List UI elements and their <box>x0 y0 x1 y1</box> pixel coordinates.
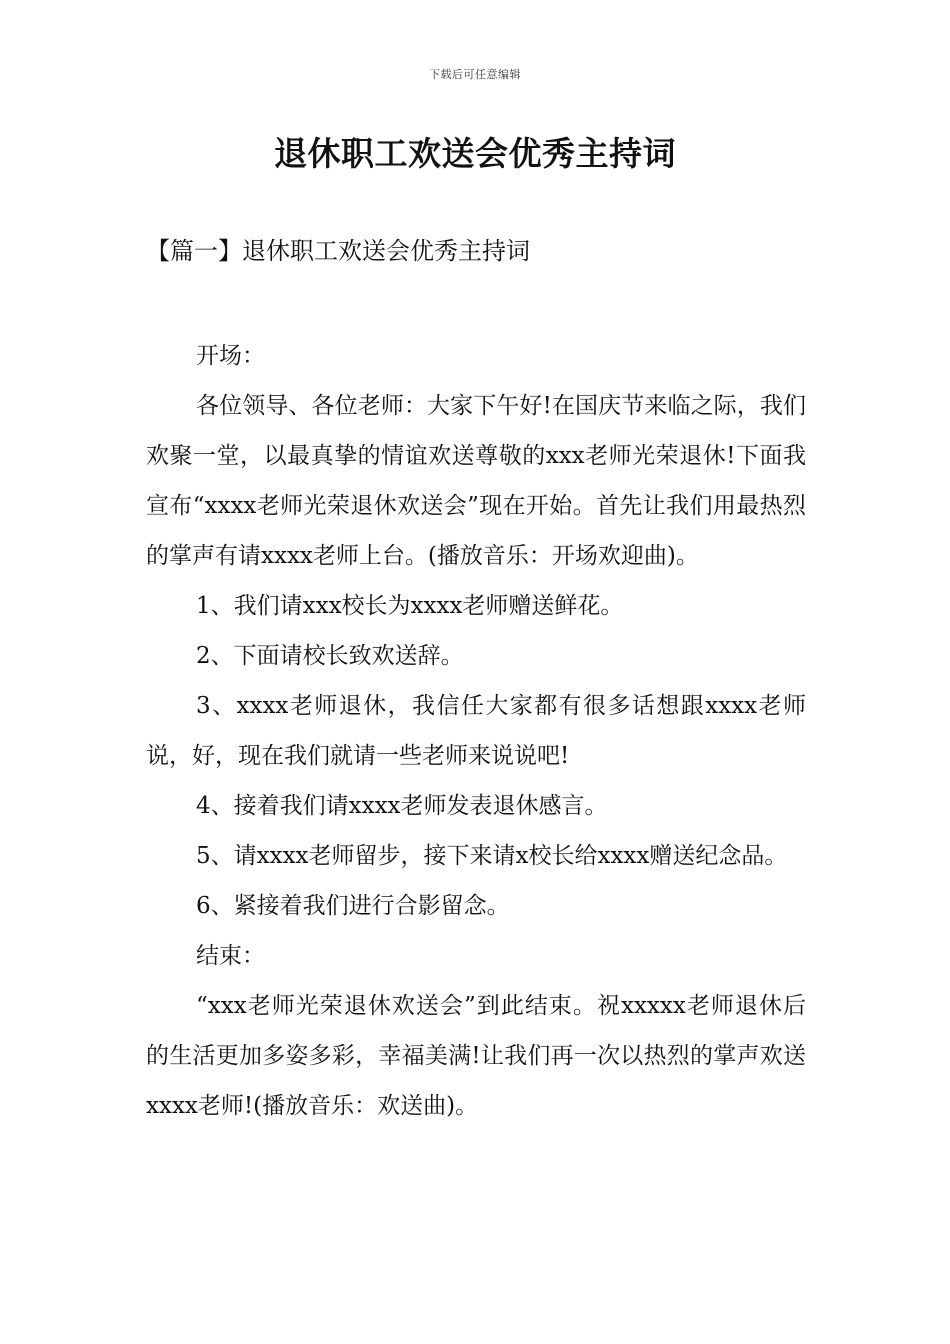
paragraph-item-2: 2、下面请校长致欢送辞。 <box>196 643 464 669</box>
paragraph-closing-label: 结束： <box>196 943 265 969</box>
paragraph-item-1: 1、我们请xxx校长为xxxx老师赠送鲜花。 <box>196 593 624 619</box>
section-heading: 【篇一】退休职工欢送会优秀主持词 <box>146 237 530 265</box>
paragraph-item-6: 6、紧接着我们进行合影留念。 <box>196 893 510 919</box>
header-note: 下载后可任意编辑 <box>429 68 521 81</box>
paragraph-item-5: 5、请xxxx老师留步，接下来请x校长给xxxx赠送纪念品。 <box>196 843 788 869</box>
paragraph-closing-speech: “xxx老师光荣退休欢送会”到此结束。祝xxxxx老师退休后的生活更加多姿多彩，幸福美满!让我们再一次以热烈的掌声欢送xxxx老师!(播放音乐：欢送曲)。 <box>146 993 806 1119</box>
paragraph-item-3: 3、xxxx老师退休，我信任大家都有很多话想跟xxxx老师说，好，现在我们就请一些老师来说说吧! <box>146 693 806 769</box>
paragraph-item-4: 4、接着我们请xxxx老师发表退休感言。 <box>196 793 608 819</box>
paragraph-opening-speech: 各位领导、各位老师：大家下午好!在国庆节来临之际，我们欢聚一堂，以最真挚的情谊欢送尊敬的xxx老师光荣退休!下面我宣布“xxxx老师光荣退休欢送会”现在开始。首先让我们用最热烈的掌声有请xxxx老师上台。(播放音乐：开场欢迎曲)。 <box>146 393 806 569</box>
document-body <box>146 331 806 1131</box>
document-title: 退休职工欢送会优秀主持词 <box>274 134 676 173</box>
paragraph-opening-label: 开场： <box>196 343 265 369</box>
